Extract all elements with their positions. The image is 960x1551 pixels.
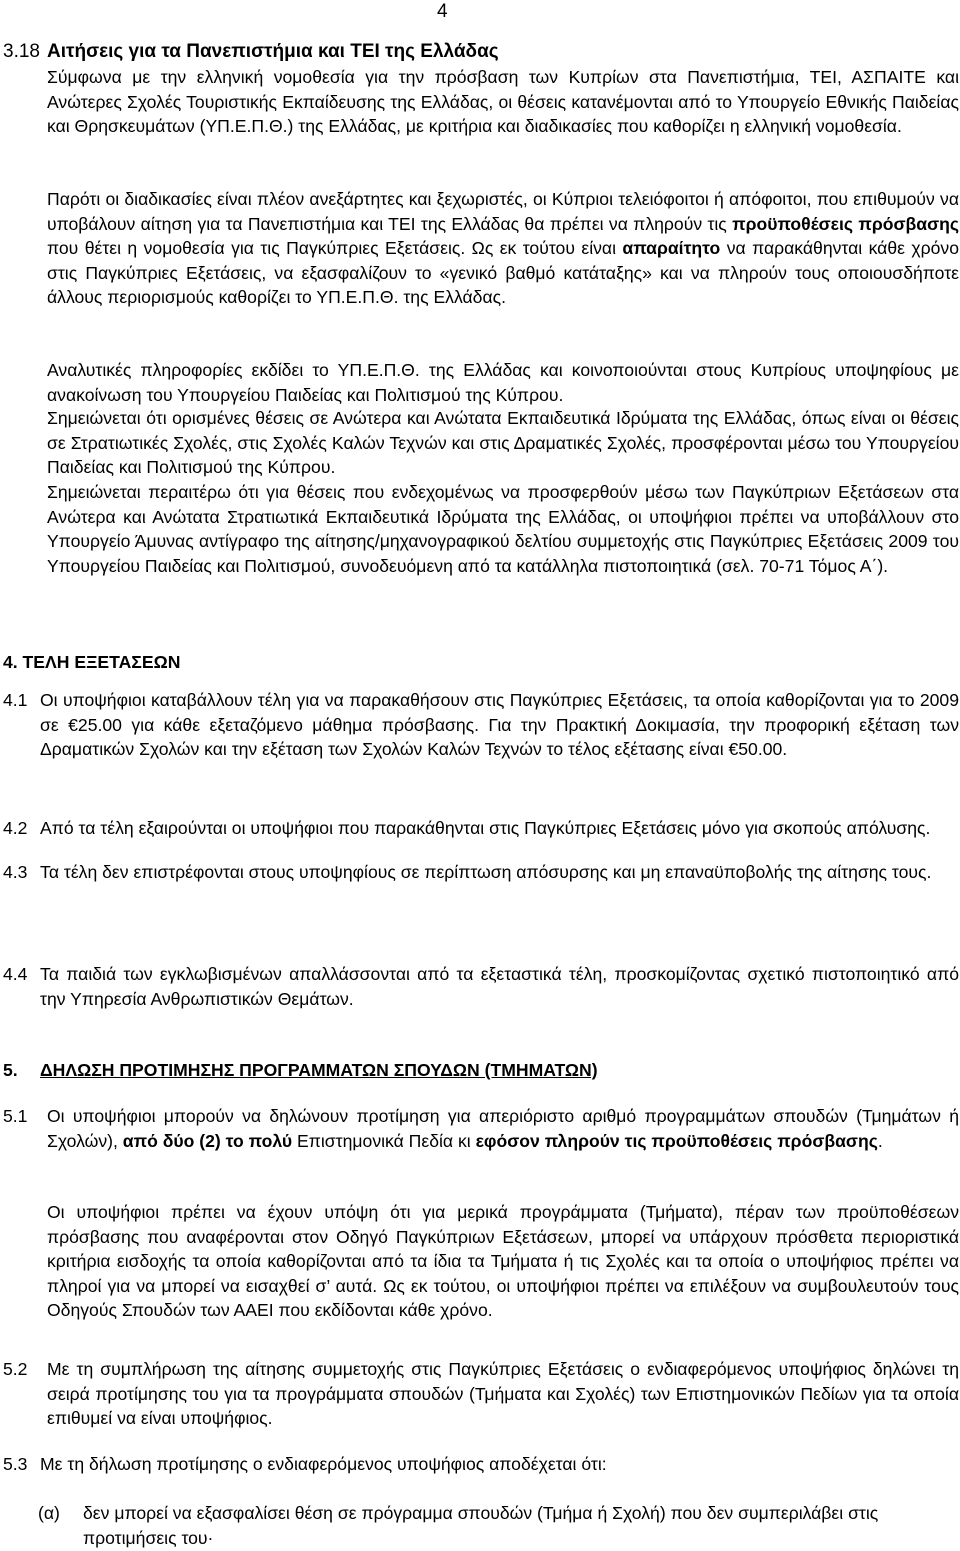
- paragraph: Οι υποψήφιοι πρέπει να έχουν υπόψη ότι για μερικά προγράμματα (Τμήματα), πέραν των προϋποθέσεων πρόσβασης που αναφέρονται στον Οδηγό Παγκύπριων Εξετάσεων, μπορεί να υπάρχουν πρόσθετα περιοριστικά κριτήρια εισδοχής τα οποία καθορίζονται από τα ίδια τα Τμήματα ή τις Σχολές και τα οποία ο υποψήφιος πρέπει να πληροί για να μπορεί να εισαχθεί σ’ αυτά. Ως εκ τούτου, οι υποψήφιοι πρέπει να επιλέξουν να συμβουλευτούν τους Οδηγούς Σπουδών των ΑΑΕΙ που εκδίδονται κάθε χρόνο.: [47, 1202, 959, 1320]
- paragraph: Σημειώνεται ότι ορισμένες θέσεις σε Ανώτερα και Ανώτατα Εκπαιδευτικά Ιδρύματα της Ελλάδας, όπως είναι οι θέσεις σε Στρατιωτικές Σχολές, στις Σχολές Καλών Τεχνών και στις Δραματικές Σχολές, προσφέρονται μέσω του Υπουργείου Παιδείας και Πολιτισμού της Κύπρου.: [47, 408, 959, 477]
- paragraph: Σημειώνεται περαιτέρω ότι για θέσεις που ενδεχομένως να προσφερθούν μέσω των Παγκύπριων Εξετάσεων στα Ανώτερα και Ανώτατα Στρατιωτικά Εκπαιδευτικά Ιδρύματα της Ελλάδας, οι υποψήφιοι πρέπει να υποβάλλουν στο Υπουργείο Άμυνας αντίγραφο της αίτησης/μηχανογραφικού δελτίου συμμετοχής στις Παγκύπριες Εξετάσεις 2009 του Υπουργείου Παιδείας και Πολιτισμού, συνοδευόμενη από τα κατάλληλα πιστοποιητικά (σελ. 70-71 Τόμος Α΄).: [47, 482, 959, 576]
- bold-text: απαραίτητο: [622, 238, 721, 258]
- list-item: [47, 1104, 959, 1153]
- section-number: 3.18: [3, 41, 40, 62]
- section-number: 5.: [3, 1060, 18, 1080]
- text-run: Οι υποψήφιοι μπορούν να δηλώνουν προτίμηση για απεριόριστο αριθμό προγραμμάτων σπουδών (Τμημάτων ή Σχολών),: [47, 1106, 959, 1151]
- item-number: 5.2: [3, 1359, 28, 1379]
- text-run: Επιστημονικά Πεδία κι: [292, 1130, 476, 1151]
- section-heading: 4. ΤΕΛΗ ΕΞΕΤΑΣΕΩΝ: [3, 652, 181, 672]
- section-heading: ΔΗΛΩΣΗ ΠΡΟΤΙΜΗΣΗΣ ΠΡΟΓΡΑΜΜΑΤΩΝ ΣΠΟΥΔΩΝ (ΤΜΗΜΑΤΩΝ): [40, 1060, 598, 1080]
- text-run: .: [877, 1130, 883, 1151]
- subitem-text: δεν μπορεί να εξασφαλίσει θέση σε πρόγραμμα σπουδών (Τμήμα ή Σχολή) που δεν συμπεριλάβει στις προτιμήσεις του·: [83, 1503, 879, 1548]
- item-number: 4.3: [3, 862, 28, 882]
- text-run: να παρακάθηνται κάθε χρόνο στις Παγκύπριες Εξετάσεις, να εξασφαλίζουν το «γενικό βαθμό κατάταξης» και να πληρούν τους οποιουσδήποτε άλλους περιορισμούς καθορίζει το ΥΠ.Ε.Π.Θ. της Ελλάδας.: [47, 238, 959, 307]
- bold-text: εφόσον πληρούν τις προϋποθέσεις πρόσβασης: [475, 1130, 878, 1151]
- paragraph: Σύμφωνα με την ελληνική νομοθεσία για την πρόσβαση των Κυπρίων στα Πανεπιστήμια, ΤΕΙ, ΑΣΠΑΙΤΕ και Ανώτερες Σχολές Τουριστικής Εκπαίδευσης της Ελλάδας, οι θέσεις κατανέμονται από το Υπουργείο Εθνικής Παιδείας και Θρησκευμάτων (ΥΠ.Ε.Π.Θ.) της Ελλάδας, με κριτήρια και διαδικασίες που καθορίζει η ελληνική νομοθεσία.: [47, 67, 959, 136]
- item-number: 5.3: [3, 1454, 28, 1474]
- list-item: Με τη συμπλήρωση της αίτησης συμμετοχής στις Παγκύπριες Εξετάσεις ο ενδιαφερόμενος υποψήφιος δηλώνει τη σειρά προτίμησης του για τα προγράμματα σπουδών (Τμήματα και Σχολές) των Επιστημονικών Πεδίων για τα οποία επιθυμεί να είναι υποψήφιος.: [47, 1359, 959, 1428]
- page-number: 4: [437, 1, 448, 22]
- item-number: 4.4: [3, 964, 28, 984]
- subitem-label: (α): [38, 1503, 60, 1523]
- bold-text: προϋποθέσεις πρόσβασης: [732, 213, 959, 234]
- paragraph: Αναλυτικές πληροφορίες εκδίδει το ΥΠ.Ε.Π.Θ. της Ελλάδας και κοινοποιούνται στους Κυπρίους υποψηφίους με ανακοίνωση του Υπουργείου Παιδείας και Πολιτισμού της Κύπρου.: [47, 360, 959, 405]
- item-number: 5.1: [3, 1106, 28, 1126]
- section-title: Αιτήσεις για τα Πανεπιστήμια και ΤΕΙ της Ελλάδας: [47, 41, 499, 62]
- list-item: Τα τέλη δεν επιστρέφονται στους υποψηφίους σε περίπτωση απόσυρσης και μη επαναϋποβολής της αίτησης τους.: [40, 862, 932, 882]
- list-item: Οι υποψήφιοι καταβάλλουν τέλη για να παρακαθήσουν στις Παγκύπριες Εξετάσεις, τα οποία καθορίζονται για το 2009 σε €25.00 για κάθε εξεταζόμενο μάθημα πρόσβασης. Για την Πρακτική Δοκιμασία, την προφορική εξέταση των Δραματικών Σχολών και την εξέταση των Σχολών Καλών Τεχνών το τέλος εξέτασης είναι €50.00.: [40, 690, 959, 759]
- list-item: Από τα τέλη εξαιρούνται οι υποψήφιοι που παρακάθηνται στις Παγκύπριες Εξετάσεις μόνο για σκοπούς απόλυσης.: [40, 818, 931, 838]
- item-number: 4.2: [3, 818, 28, 838]
- text-run: Παρότι οι διαδικασίες είναι πλέον ανεξάρτητες και ξεχωριστές, οι Κύπριοι τελειόφοιτοι ή απόφοιτοι, που επιθυμούν να υποβάλουν αίτηση για τα Πανεπιστήμια και ΤΕΙ της Ελλάδας θα πρέπει να πληρούν τις: [47, 189, 959, 234]
- item-number: 4.1: [3, 690, 28, 710]
- list-item: Με τη δήλωση προτίμησης ο ενδιαφερόμενος υποψήφιος αποδέχεται ότι:: [40, 1454, 607, 1474]
- text-run: που θέτει η νομοθεσία για τις Παγκύπριες Εξετάσεις. Ως εκ τούτου είναι: [47, 238, 623, 258]
- list-item: Τα παιδιά των εγκλωβισμένων απαλλάσσονται από τα εξεταστικά τέλη, προσκομίζοντας σχετικό πιστοποιητικό από την Υπηρεσία Ανθρωπιστικών Θεμάτων.: [40, 964, 959, 1009]
- bold-text: από δύο (2) το πολύ: [122, 1130, 293, 1151]
- paragraph: [47, 187, 959, 310]
